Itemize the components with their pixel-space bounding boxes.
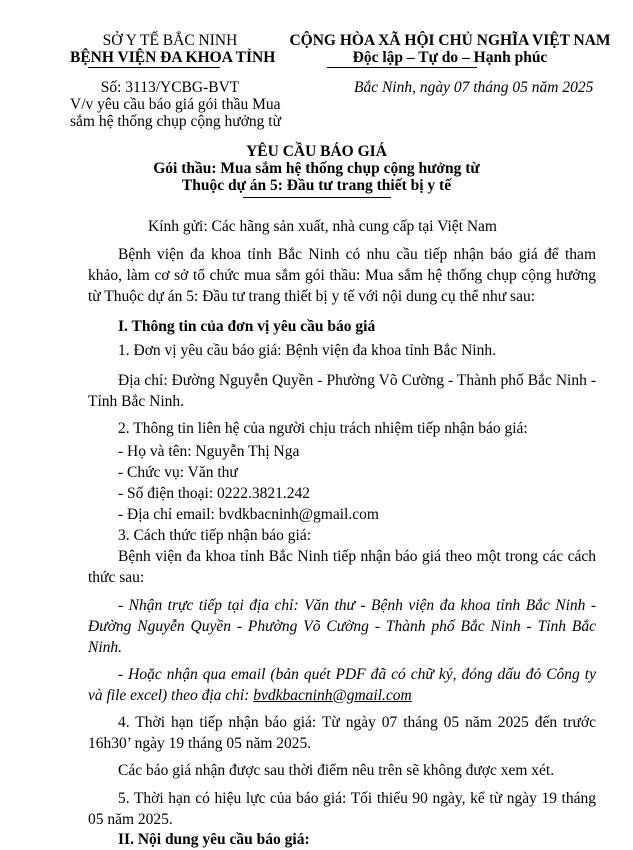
divider — [243, 197, 391, 198]
national-motto: Độc lập – Tự do – Hạnh phúc — [352, 49, 548, 66]
validity-item: 5. Thời hạn có hiệu lực của báo giá: Tối thiểu 90 ngày, kể từ ngày 19 tháng 05 năm 2025. — [88, 790, 596, 828]
project-title: Thuộc dự án 5: Đầu tư trang thiết bị y tế — [181, 177, 452, 194]
address: Địa chỉ: Đường Nguyễn Quyền - Phường Võ Cường - Thành phố Bắc Ninh - Tỉnh Bắc Ninh. — [88, 372, 596, 410]
requester-item: 1. Đơn vị yêu cầu báo giá: Bệnh viện đa khoa tỉnh Bắc Ninh. — [118, 342, 496, 359]
contact-name: - Họ và tên: Nguyễn Thị Nga — [118, 443, 300, 460]
section-heading: I. Thông tin của đơn vị yêu cầu báo giá — [118, 318, 376, 335]
contact-phone: - Số điện thoại: 0222.3821.242 — [118, 485, 311, 502]
package-title: Gói thầu: Mua sắm hệ thống chụp cộng hưởng từ — [153, 160, 480, 177]
document-title: YÊU CẦU BÁO GIÁ — [246, 143, 387, 160]
divider — [327, 67, 477, 68]
subject-line: V/v yêu cầu báo giá gói thầu Mua — [70, 96, 281, 113]
method-in-person: - Nhận trực tiếp tại địa chỉ: Văn thư - Bệnh viện đa khoa tỉnh Bắc Ninh - Đường Nguyễn Quyền - Phường Võ Cường - Thành phố Bắc Ninh - Tỉnh Bắc Ninh. — [88, 597, 596, 656]
intro-paragraph: Bệnh viện đa khoa tỉnh Bắc Ninh có nhu cầu tiếp nhận báo giá để tham khảo, làm cơ sở tổ chức mua sắm gói thầu: Mua sắm hệ thống chụp cộng hưởng từ Thuộc dự án 5: Đầu tư trang thiết bị y tế với nội dung cụ thể như sau: — [88, 246, 596, 305]
subject-line: sắm hệ thống chụp cộng hưởng từ — [70, 113, 281, 130]
hospital-name: BỆNH VIỆN ĐA KHOA TỈNH — [70, 49, 276, 66]
contact-email: - Địa chỉ email: bvdkbacninh@gmail.com — [118, 506, 379, 523]
late-note: Các báo giá nhận được sau thời điểm nêu trên sẽ không được xem xét. — [118, 762, 555, 779]
recipient: Kính gửi: Các hãng sản xuất, nhà cung cấp tại Việt Nam — [148, 218, 497, 235]
email-link[interactable]: bvdkbacninh@gmail.com — [253, 687, 412, 704]
method-email — [88, 664, 596, 706]
national-title: CỘNG HÒA XÃ HỘI CHỦ NGHĨA VIỆT NAM — [289, 32, 611, 49]
contact-position: - Chức vụ: Văn thư — [118, 464, 238, 481]
deadline-item: 4. Thời hạn tiếp nhận báo giá: Từ ngày 07 tháng 05 năm 2025 đến trước 16h30’ ngày 19 tháng 05 năm 2025. — [88, 714, 596, 752]
section-heading: II. Nội dung yêu cầu báo giá: — [118, 831, 310, 848]
document-date: Bắc Ninh, ngày 07 tháng 05 năm 2025 — [354, 79, 594, 96]
method-item: 3. Cách thức tiếp nhận báo giá: — [118, 527, 312, 544]
document-number: Số: 3113/YCBG-BVT — [100, 79, 240, 96]
method-description: Bệnh viện đa khoa tỉnh Bắc Ninh tiếp nhận báo giá theo một trong các cách thức sau: — [88, 548, 596, 586]
method-email-text: - Hoặc nhận qua email (bản quét PDF đã có chữ ký, đóng dấu đỏ Công ty và file excel) theo địa chỉ: — [88, 666, 596, 704]
divider — [88, 67, 220, 68]
department-name: SỞ Y TẾ BẮC NINH — [102, 32, 238, 49]
contact-item: 2. Thông tin liên hệ của người chịu trách nhiệm tiếp nhận báo giá: — [118, 420, 528, 437]
